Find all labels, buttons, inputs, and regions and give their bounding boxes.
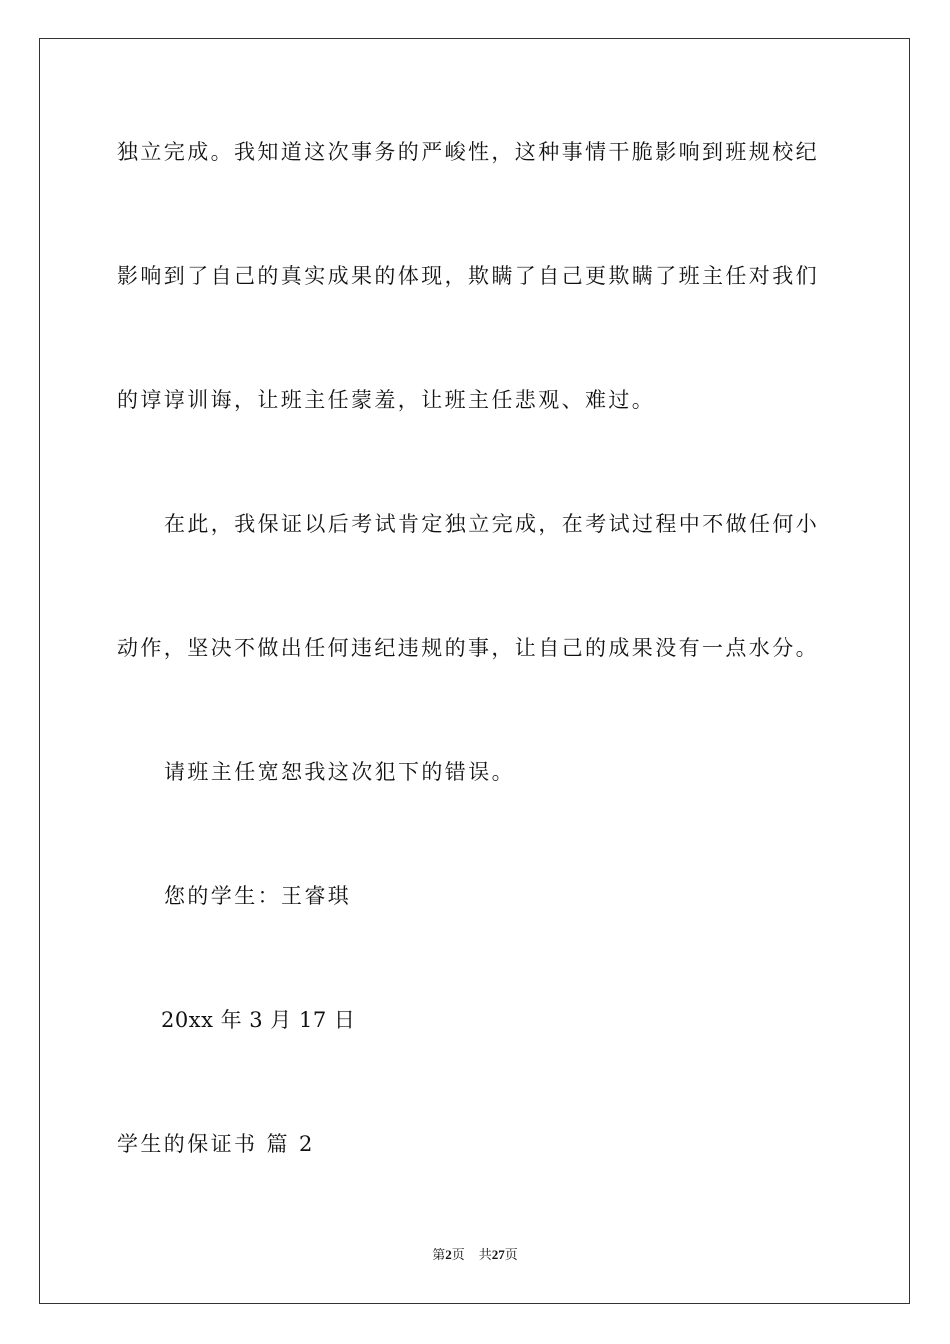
body-line-1: 独立完成。我知道这次事务的严峻性，这种事情干脆影响到班规校纪 bbox=[117, 140, 819, 164]
footer-page-number: 2 bbox=[445, 1247, 452, 1262]
footer-total-prefix: 共 bbox=[478, 1247, 492, 1262]
body-line-3: 的谆谆训诲，让班主任蒙羞，让班主任悲观、难过。 bbox=[117, 388, 656, 412]
footer-total-pages: 27 bbox=[491, 1247, 505, 1262]
page-footer bbox=[0, 1246, 950, 1264]
apology-line: 请班主任宽恕我这次犯下的错误。 bbox=[164, 760, 515, 784]
page-frame bbox=[39, 38, 910, 1304]
body-line-2: 影响到了自己的真实成果的体现，欺瞒了自己更欺瞒了班主任对我们 bbox=[117, 264, 819, 288]
signature-line: 您的学生：王睿琪 bbox=[164, 884, 352, 908]
footer-total-suffix: 页 bbox=[504, 1247, 518, 1262]
footer-page-prefix: 第 bbox=[432, 1247, 446, 1262]
section-heading: 学生的保证书 篇 2 bbox=[117, 1132, 315, 1156]
footer-page-suffix: 页 bbox=[451, 1247, 465, 1262]
date-line: 20xx 年 3 月 17 日 bbox=[161, 1008, 356, 1032]
body-line-5: 动作，坚决不做出任何违纪违规的事，让自己的成果没有一点水分。 bbox=[117, 636, 819, 660]
body-line-4: 在此，我保证以后考试肯定独立完成，在考试过程中不做任何小 bbox=[164, 512, 820, 536]
